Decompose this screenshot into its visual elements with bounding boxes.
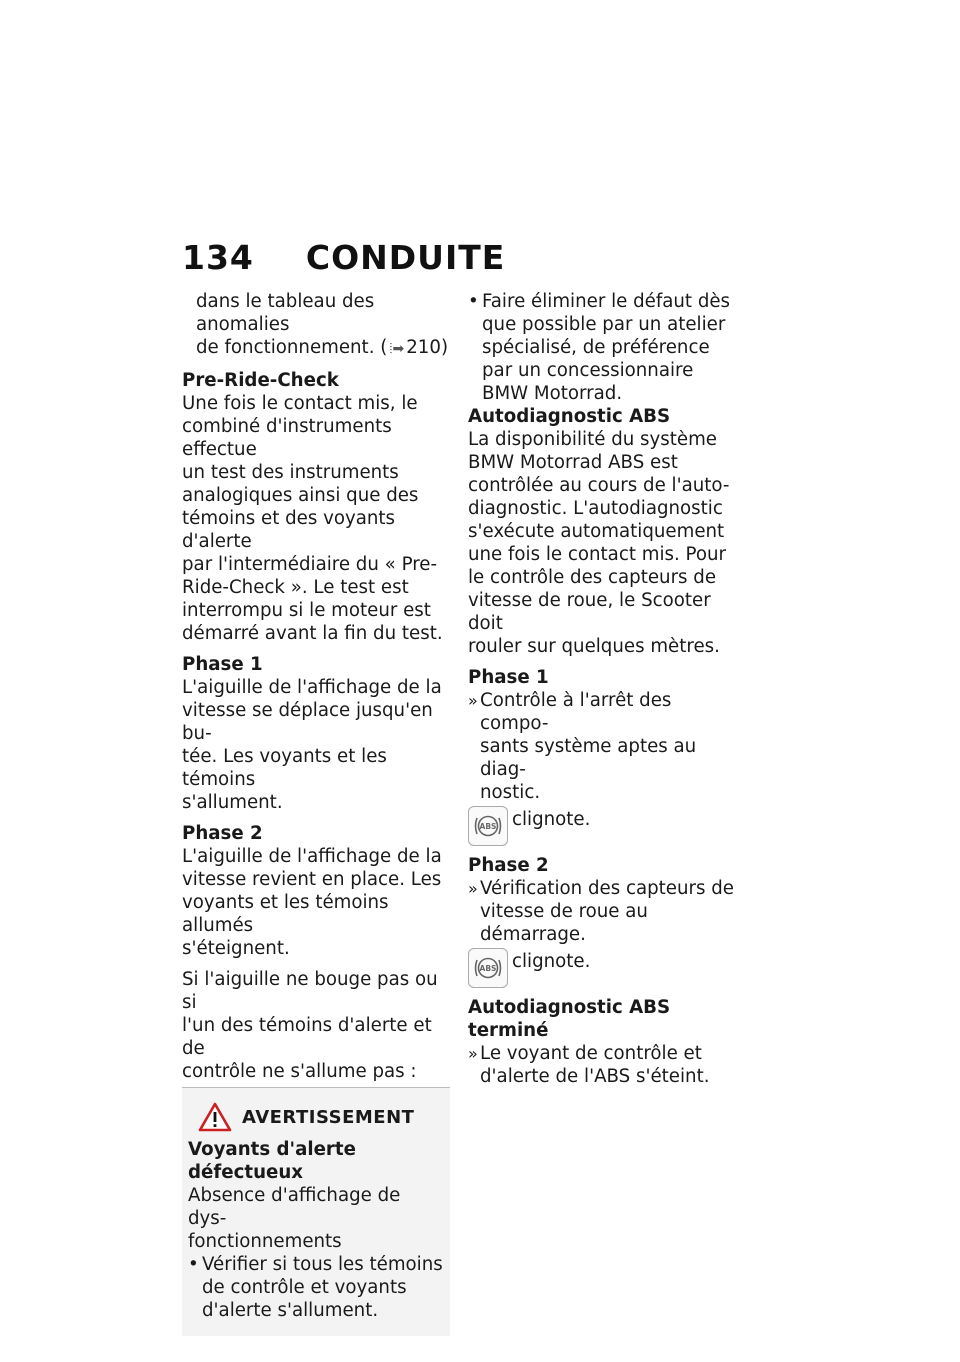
chevron-right-icon: » xyxy=(468,691,478,710)
warning-bullet: • Vérifier si tous les témoins de contrôle et voyants d'alerte s'allument. xyxy=(188,1254,443,1321)
list-item: » Contrôle à l'arrêt des compo- sants système aptes au diag- nostic. xyxy=(468,690,697,803)
chevron-right-icon: » xyxy=(468,1044,478,1063)
abs-icon-label: ABS xyxy=(479,822,497,831)
section-phase-1: Phase 1 L'aiguille de l'affichage de la vitesse se déplace jusqu'en bu- tée. Les voyants et les témoins s'allument. xyxy=(182,653,450,814)
section-pre-ride-check: Pre-Ride-Check Une fois le contact mis, le combiné d'instruments effectue un test des instruments analogiques ainsi que des témoins et des voyants d'alerte par l'intermédiaire du « Pre- Ride-Check ». Le test est interrompu si le moteur est démarré avant la fin du test. xyxy=(182,369,450,645)
abs-warning-light-icon xyxy=(468,948,508,988)
warning-body: Absence d'affichage de dys- fonctionnements xyxy=(188,1185,401,1252)
list-item: » Le voyant de contrôle et d'alerte de l'ABS s'éteint. xyxy=(468,1043,710,1087)
section-heading: Autodiagnostic ABS xyxy=(468,406,671,427)
page-ref[interactable]: 210 xyxy=(406,337,441,358)
chapter-title: CONDUITE xyxy=(305,238,506,277)
section-heading: Phase 1 xyxy=(182,654,263,675)
warning-triangle-icon xyxy=(198,1102,232,1132)
section-heading: Autodiagnostic ABS terminé xyxy=(468,997,671,1041)
warning-title: AVERTISSEMENT xyxy=(242,1106,415,1128)
bullet-repair: • Faire éliminer le défaut dès que possible par un atelier spécialisé, de préférence par un concessionnaire BMW Motorrad. xyxy=(468,291,731,404)
bullet-dot-icon: • xyxy=(468,291,479,312)
section-heading: Pre-Ride-Check xyxy=(182,370,339,391)
page-ref-arrow-icon: ⦙➡ xyxy=(389,341,405,357)
warning-subtitle: Voyants d'alerte défectueux xyxy=(188,1139,356,1183)
abs-indicator-row xyxy=(468,948,740,988)
section-abs-selftest: Autodiagnostic ABS La disponibilité du système BMW Motorrad ABS est contrôlée au cours de l'auto- diagnostic. L'autodiagnostic s'exécute automatiquement une fois le contact mis. Pour le contrôle des capteurs de vitesse de roue, le Scooter doit rouler sur quelques mètres. xyxy=(468,405,740,658)
section-heading: Phase 1 xyxy=(468,667,549,688)
section-heading: Phase 2 xyxy=(468,855,549,876)
abs-warning-light-icon xyxy=(468,806,508,846)
warning-header xyxy=(198,1102,444,1132)
intro-paragraph: dans le tableau des anomalies de fonctionnement. ( ⦙➡ 210) xyxy=(196,291,449,358)
warning-box xyxy=(182,1088,450,1336)
bullet-dot-icon: • xyxy=(188,1254,199,1275)
section-heading: Phase 2 xyxy=(182,823,263,844)
abs-icon-label: ABS xyxy=(479,964,497,973)
chevron-right-icon: » xyxy=(468,879,478,898)
blink-label: clignote. xyxy=(512,809,591,830)
list-item: » Vérification des capteurs de vitesse de roue au démarrage. xyxy=(468,878,734,945)
condition-paragraph: Si l'aiguille ne bouge pas ou si l'un des témoins d'alerte et de contrôle ne s'allume pas : xyxy=(182,969,438,1082)
left-column xyxy=(182,290,450,1336)
abs-indicator-row xyxy=(468,806,740,846)
page-number: 134 xyxy=(182,238,254,277)
right-column xyxy=(468,290,740,1088)
page-header xyxy=(182,238,505,277)
blink-label: clignote. xyxy=(512,951,591,972)
section-phase-2: Phase 2 L'aiguille de l'affichage de la vitesse revient en place. Les voyants et les témoins allumés s'éteignent. xyxy=(182,822,450,960)
